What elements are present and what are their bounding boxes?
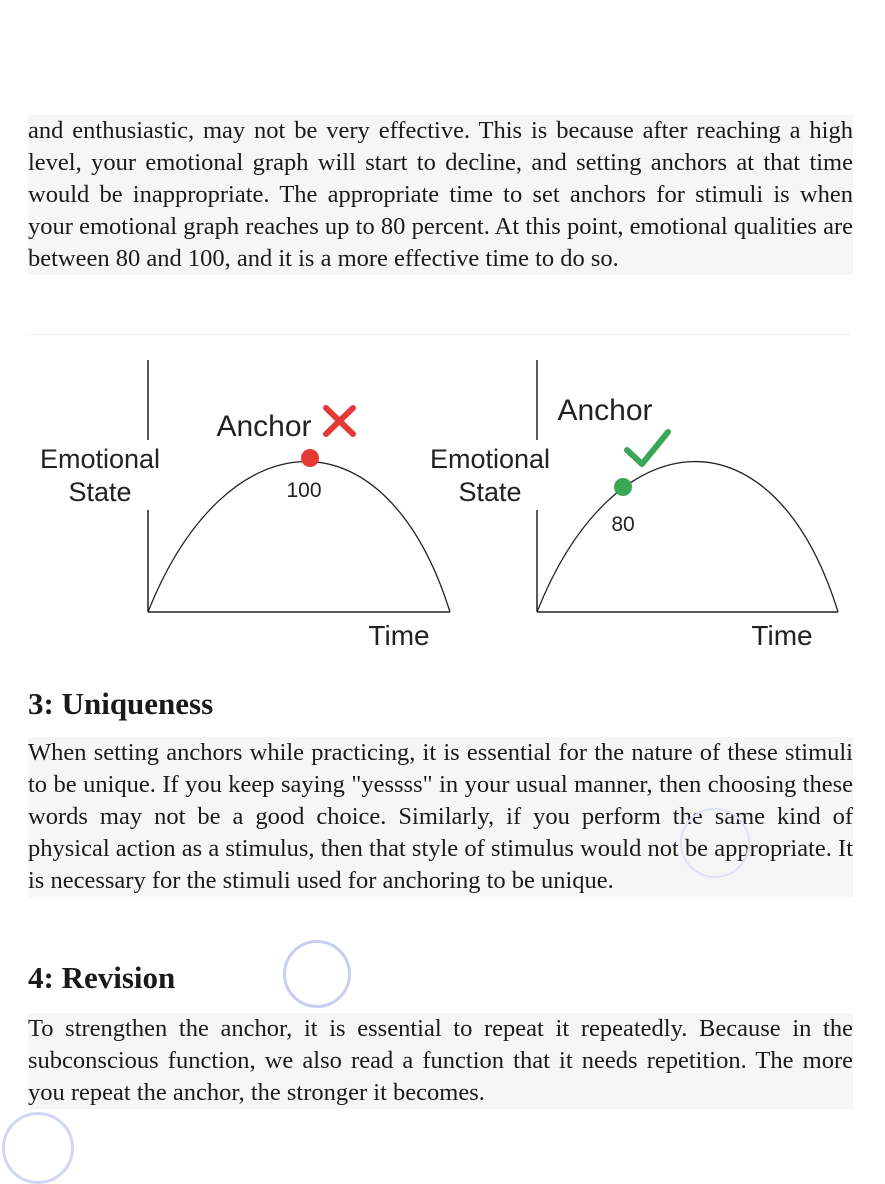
cross-icon	[326, 408, 353, 434]
left-y-label-line2: State	[68, 477, 132, 507]
right-chart	[420, 360, 838, 651]
right-y-label-line2: State	[458, 477, 522, 507]
uniqueness-paragraph: When setting anchors while practicing, it is essential for the nature of these stimuli to be unique. If you keep saying "yessss" in your usual manner, then choosing these words may not be a good choice. Similarly, if you perform the same kind of physical action as a stimulus, then that style of stimulus would not be appropriate. It is necessary for the stimuli used for anchoring to be unique.	[28, 737, 853, 897]
touch-indicator-ring	[2, 1112, 74, 1184]
left-y-label-line1: Emotional	[39, 444, 161, 474]
left-anchor-point	[301, 449, 319, 467]
right-anchor-point	[614, 478, 632, 496]
right-emotion-curve	[537, 462, 838, 612]
right-x-label: Time	[751, 620, 813, 651]
anchor-timing-diagram	[0, 340, 885, 660]
right-y-label-line1: Emotional	[429, 444, 551, 474]
left-x-label: Time	[368, 620, 430, 651]
check-icon	[627, 432, 668, 464]
touch-indicator-ring	[680, 808, 750, 878]
left-point-value: 100	[286, 479, 322, 502]
left-anchor-label: Anchor	[216, 410, 312, 443]
section-divider	[28, 334, 850, 335]
right-point-value: 80	[611, 513, 635, 536]
touch-indicator-ring	[283, 940, 351, 1008]
left-chart	[30, 360, 450, 651]
uniqueness-heading: 3: Uniqueness	[28, 686, 214, 721]
revision-heading: 4: Revision	[28, 960, 176, 995]
revision-paragraph: To strengthen the anchor, it is essential to repeat it repeatedly. Because in the subconscious function, we also read a function that it needs repetition. The more you repeat the anchor, the stronger it becomes.	[28, 1013, 853, 1109]
right-anchor-label: Anchor	[557, 394, 653, 427]
intro-paragraph: and enthusiastic, may not be very effective. This is because after reaching a high level, your emotional graph will start to decline, and setting anchors at that time would be inappropriate. The appropriate time to set anchors for stimuli is when your emotional graph reaches up to 80 percent. At this point, emotional qualities are between 80 and 100, and it is a more effective time to do so.	[28, 115, 853, 275]
